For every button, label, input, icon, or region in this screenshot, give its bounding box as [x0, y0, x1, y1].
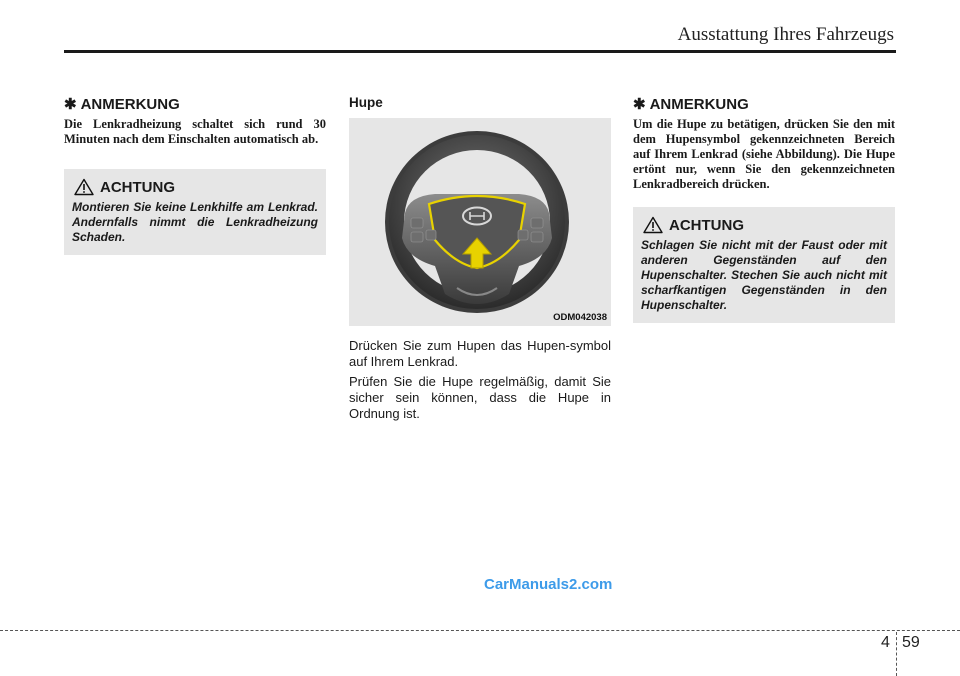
footer-rule	[0, 630, 960, 631]
watermark-link[interactable]: CarManuals2.com	[484, 576, 613, 593]
page-number: 59	[902, 634, 920, 651]
note-text: Die Lenkradheizung schaltet sich rund 30 Minuten nach dem Einschalten automatisch ab.	[64, 117, 326, 146]
page-divider	[896, 632, 898, 676]
steering-wheel-illustration	[349, 118, 611, 326]
caution-box	[633, 207, 895, 323]
star-icon: ✱	[633, 96, 646, 113]
column-right	[633, 95, 895, 323]
column-left	[64, 95, 326, 255]
note-text: Um die Hupe zu betätigen, drücken Sie den mit dem Hupensymbol gekennzeichneten Bereich auf Ihrem Lenkrad (siehe Abbildung). Die Hupe ertönt nur, wenn Sie den gekennzeichneten Lenkradbereich drücken.	[633, 117, 895, 191]
paragraph: Prüfen Sie die Hupe regelmäßig, damit Sie sicher sein können, dass die Hupe in Ordnung ist.	[349, 374, 611, 421]
star-icon: ✱	[64, 96, 77, 113]
note-heading	[633, 95, 895, 113]
column-middle	[349, 95, 611, 422]
header-rule	[64, 50, 896, 53]
caution-title-label: ACHTUNG	[669, 216, 744, 234]
chapter-number: 4	[881, 634, 890, 651]
warning-triangle-icon	[643, 216, 663, 234]
caution-text: Montieren Sie keine Lenkhilfe am Lenkrad. Andernfalls nimmt die Lenkradheizung Schaden.	[72, 200, 318, 244]
steering-wheel-figure	[349, 118, 611, 326]
caution-box	[64, 169, 326, 255]
warning-triangle-icon	[74, 178, 94, 196]
header-title: Ausstattung Ihres Fahrzeugs	[677, 24, 894, 45]
note-heading	[64, 95, 326, 113]
caution-text: Schlagen Sie nicht mit der Faust oder mit anderen Gegenständen auf den Hupenschalter. Stechen Sie auch nicht mit scharfkantigen Gegenständen in den Hupenschalter.	[641, 238, 887, 312]
figure-code: ODM042038	[553, 312, 607, 323]
note-heading-label: ANMERKUNG	[649, 95, 749, 113]
caution-title-label: ACHTUNG	[100, 178, 175, 196]
caution-title	[641, 216, 887, 234]
paragraph: Drücken Sie zum Hupen das Hupen-symbol auf Ihrem Lenkrad.	[349, 338, 611, 369]
section-heading: Hupe	[349, 95, 383, 110]
caution-title	[72, 178, 318, 196]
note-heading-label: ANMERKUNG	[80, 95, 180, 113]
